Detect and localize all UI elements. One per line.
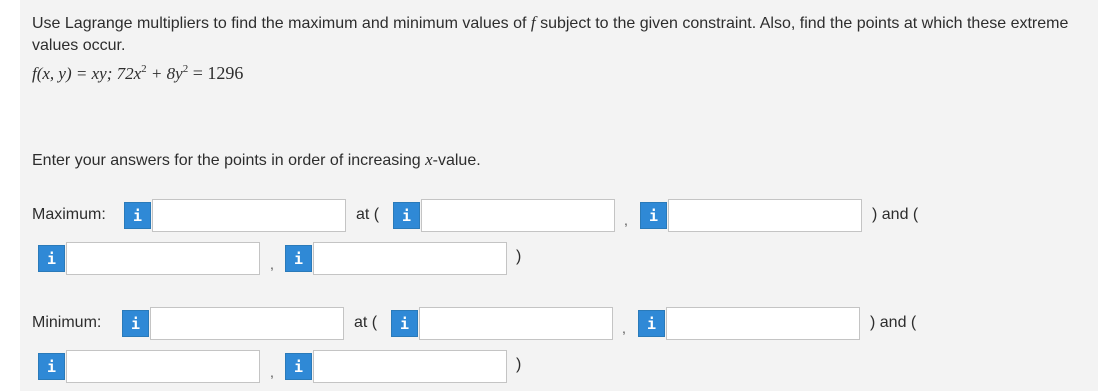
comma: , <box>624 212 628 228</box>
function-and-constraint <box>32 63 243 84</box>
maximum-point2-y-input[interactable] <box>313 242 507 275</box>
constraint-term-y: + 8y <box>146 64 183 83</box>
minimum-point1-x-input[interactable] <box>419 307 613 340</box>
minimum-at-label: at ( <box>354 314 378 331</box>
minimum-point1-y-input[interactable] <box>666 307 860 340</box>
info-icon[interactable]: i <box>285 245 312 272</box>
maximum-point1-y-input[interactable] <box>668 199 862 232</box>
exponent-x: 2 <box>141 63 147 75</box>
maximum-point2-x-input[interactable] <box>66 242 260 275</box>
minimum-and-label: ) and ( <box>870 314 917 331</box>
instruction-start: Enter your answers for the points in order of increasing <box>32 152 426 169</box>
instruction-text <box>32 150 481 170</box>
minimum-value-input[interactable] <box>150 307 344 340</box>
function-symbol: f <box>530 13 536 32</box>
info-icon[interactable]: i <box>38 245 65 272</box>
comma: , <box>270 364 274 380</box>
info-icon[interactable]: i <box>285 353 312 380</box>
info-icon[interactable]: i <box>640 202 667 229</box>
maximum-at-label: at ( <box>356 206 380 223</box>
maximum-close-paren: ) <box>516 248 522 265</box>
question-prompt-start: Use Lagrange multipliers to find the maximum and minimum values of <box>32 15 531 32</box>
info-icon[interactable]: i <box>122 310 149 337</box>
function-expression: f(x, y) = xy; 72x <box>32 64 142 83</box>
info-icon[interactable]: i <box>391 310 418 337</box>
minimum-point2-y-input[interactable] <box>313 350 507 383</box>
info-icon[interactable]: i <box>38 353 65 380</box>
maximum-point1-x-input[interactable] <box>421 199 615 232</box>
info-icon[interactable]: i <box>638 310 665 337</box>
comma: , <box>270 256 274 272</box>
exponent-y: 2 <box>182 63 189 75</box>
constraint-value: = 1296 <box>188 63 244 83</box>
maximum-value-input[interactable] <box>152 199 346 232</box>
maximum-and-label: ) and ( <box>872 206 919 223</box>
instruction-variable: x <box>425 150 433 169</box>
maximum-label: Maximum: <box>32 206 106 223</box>
minimum-point2-x-input[interactable] <box>66 350 260 383</box>
info-icon[interactable]: i <box>124 202 151 229</box>
minimum-label: Minimum: <box>32 314 102 331</box>
comma: , <box>622 320 626 336</box>
instruction-end: -value. <box>432 152 481 169</box>
info-icon[interactable]: i <box>393 202 420 229</box>
question-text <box>32 12 1072 57</box>
minimum-close-paren: ) <box>516 356 522 373</box>
question-prompt-end: subject to the given constraint. Also, find the points at which these extreme values occur. <box>32 15 1069 54</box>
